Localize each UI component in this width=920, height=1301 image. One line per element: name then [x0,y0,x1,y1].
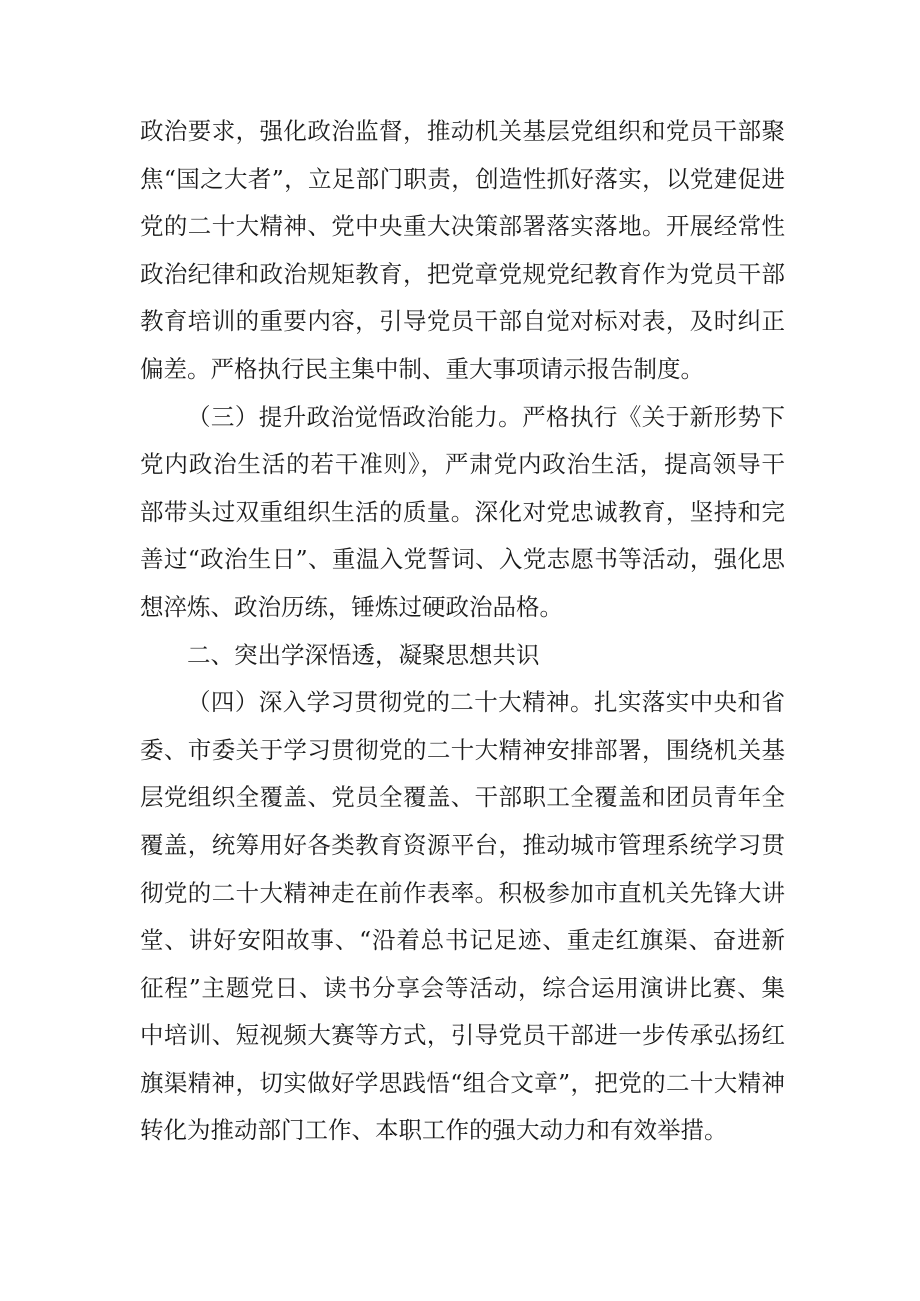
paragraph-section-three: （三）提升政治觉悟政治能力。严格执行《关于新形势下党内政治生活的若干准则》，严肃党内政治生活，提高领导干部带头过双重组织生活的质量。深化对党忠诚教育，坚持和完善过“政治生日”、重温入党誓词、入党志愿书等活动，强化思想淬炼、政治历练，锤炼过硬政治品格。 [140,402,785,621]
section-heading-two: 二、突出学深悟透，凝聚思想共识 [187,640,540,669]
document-body [140,108,785,1155]
paragraph-continuation: 政治要求，强化政治监督，推动机关基层党组织和党员干部聚焦“国之大者”，立足部门职责，创造性抓好落实，以党建促进党的二十大精神、党中央重大决策部署落实落地。开展经常性政治纪律和政治规矩教育，把党章党规党纪教育作为党员干部教育培训的重要内容，引导党员干部自觉对标对表，及时纠正偏差。严格执行民主集中制、重大事项请示报告制度。 [140,117,785,383]
paragraph-section-four: （四）深入学习贯彻党的二十大精神。扎实落实中央和省委、市委关于学习贯彻党的二十大精神安排部署，围绕机关基层党组织全覆盖、党员全覆盖、干部职工全覆盖和团员青年全覆盖，统筹用好各类教育资源平台，推动城市管理系统学习贯彻党的二十大精神走在前作表率。积极参加市直机关先锋大讲堂、讲好安阳故事、“沿着总书记足迹、重走红旗渠、奋进新征程”主题党日、读书分享会等活动，综合运用演讲比赛、集中培训、短视频大赛等方式，引导党员干部进一步传承弘扬红旗渠精神，切实做好学思践悟“组合文章”，把党的二十大精神转化为推动部门工作、本职工作的强大动力和有效举措。 [140,688,785,1145]
